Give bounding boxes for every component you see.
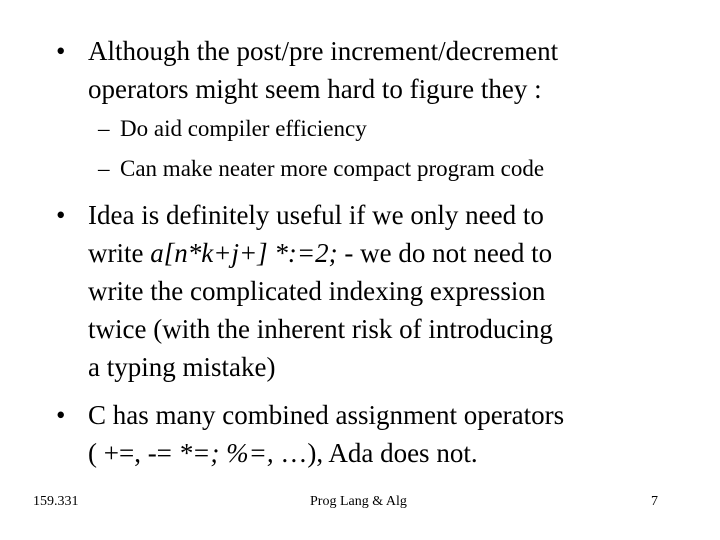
sub-bullet-text: Do aid compiler efficiency bbox=[120, 116, 367, 141]
text-segment: ( +=, -= bbox=[88, 438, 179, 468]
text-segment: …), Ada does not. bbox=[273, 438, 478, 468]
bullet-line bbox=[88, 234, 688, 272]
bullet-line bbox=[88, 434, 688, 472]
bullet-text bbox=[88, 32, 688, 108]
bullet-text bbox=[88, 396, 688, 472]
code-snippet: *=; %=, bbox=[178, 438, 274, 468]
bullet-line: twice (with the inherent risk of introducing bbox=[88, 314, 553, 344]
bullet-mark: • bbox=[56, 200, 66, 230]
text-segment: - we do not need to bbox=[337, 238, 553, 268]
bullet-line: a typing mistake) bbox=[88, 352, 276, 382]
page-number: 7 bbox=[651, 494, 658, 509]
footer-left: 159.331 bbox=[33, 494, 79, 509]
bullet-line: operators might seem hard to figure they : bbox=[88, 74, 542, 104]
sub-bullet-text: Can make neater more compact program code bbox=[120, 156, 545, 181]
bullet-text bbox=[88, 196, 688, 386]
bullet-line: C has many combined assignment operators bbox=[88, 400, 565, 430]
dash-mark: – bbox=[98, 156, 110, 181]
dash-mark: – bbox=[98, 116, 110, 141]
bullet-line: Idea is definitely useful if we only need to bbox=[88, 200, 544, 230]
bullet-line: write the complicated indexing expression bbox=[88, 276, 546, 306]
text-segment: write bbox=[88, 238, 151, 268]
footer-center: Prog Lang & Alg bbox=[310, 494, 407, 509]
bullet-line: Although the post/pre increment/decrement bbox=[88, 36, 559, 66]
code-snippet: a[n*k+j+] *:=2; bbox=[150, 238, 338, 268]
bullet-mark: • bbox=[56, 400, 66, 430]
bullet-mark: • bbox=[56, 36, 66, 66]
